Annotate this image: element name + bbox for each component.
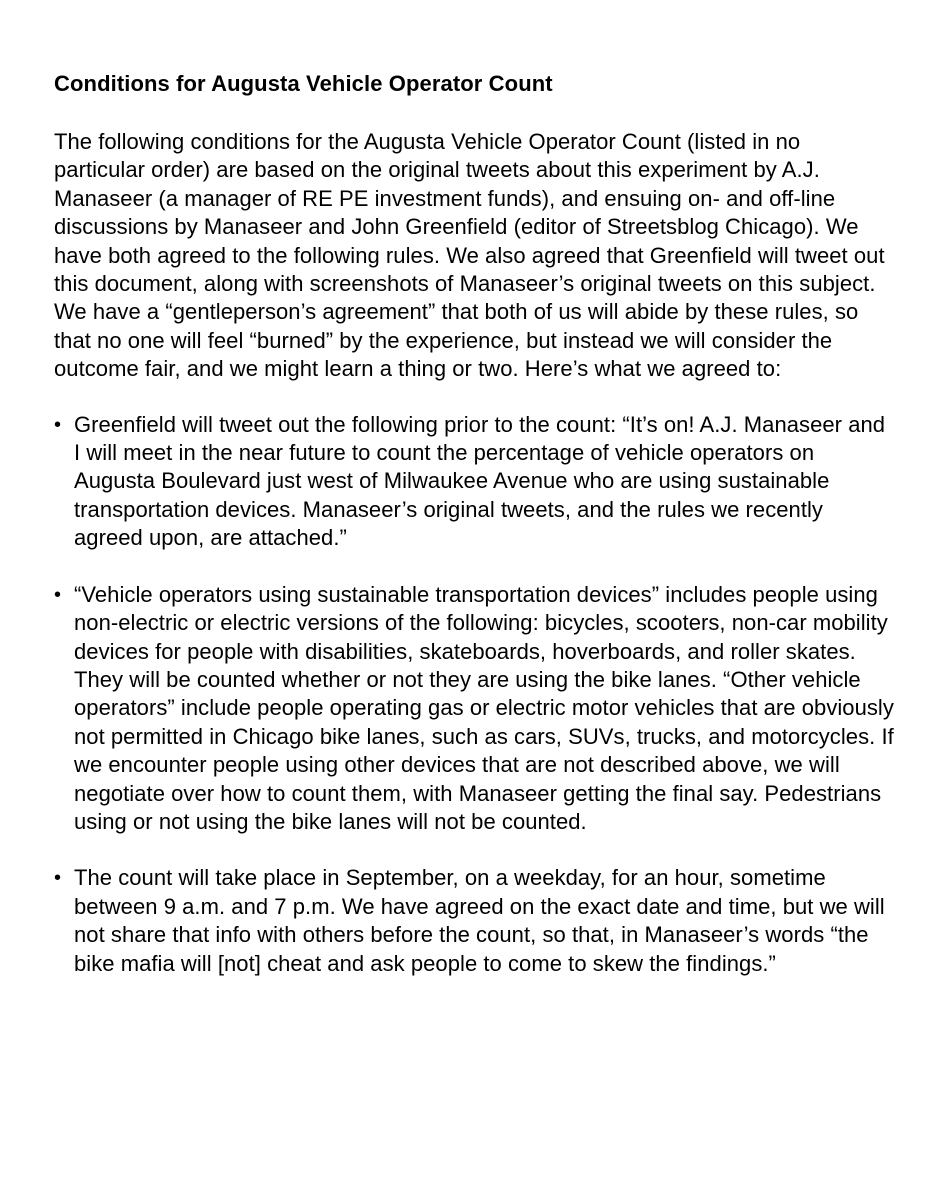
list-item-text: “Vehicle operators using sustainable transportation devices” includes people using non-electric or electric versions of the following: bicycles, scooters, non-car mobility devices for people with disabilities, skateboards, hoverboards, and roller skates. They will be counted whether or not they are using the bike lanes. “Other vehicle operators” include people operating gas or electric motor vehicles that are obviously not permitted in Chicago bike lanes, such as cars, SUVs, trucks, and motorcycles. If we encounter people using other devices that are not described above, we will negotiate over how to count them, with Manaseer getting the final say. Pedestrians using or not using the bike lanes will not be counted. <box>74 581 894 834</box>
bullet-icon: • <box>54 583 62 606</box>
list-item <box>54 411 894 553</box>
document-page <box>54 70 894 1006</box>
list-item-text: Greenfield will tweet out the following prior to the count: “It’s on! A.J. Manaseer and I will meet in the near future to count the percentage of vehicle operators on Augusta Boulevard just west of Milwaukee Avenue who are using sustainable transportation devices. Manaseer’s original tweets, and the rules we recently agreed upon, are attached.” <box>74 411 886 551</box>
document-title: Conditions for Augusta Vehicle Operator Count <box>54 71 553 96</box>
list-item <box>54 581 894 837</box>
intro-paragraph: The following conditions for the Augusta Vehicle Operator Count (listed in no particular order) are based on the original tweets about this experiment by A.J. Manaseer (a manager of RE PE investment funds), and ensuing on- and off-line discussions by Manaseer and John Greenfield (editor of Streetsblog Chicago). We have both agreed to the following rules. We also agreed that Greenfield will tweet out this document, along with screenshots of Manaseer’s original tweets on this subject. We have a “gentleperson’s agreement” that both of us will abide by these rules, so that no one will feel “burned” by the experience, but instead we will consider the outcome fair, and we might learn a thing or two. Here’s what we agreed to: <box>54 129 885 382</box>
bullet-icon: • <box>54 867 62 890</box>
list-item-text: The count will take place in September, on a weekday, for an hour, sometime between 9 a.m. and 7 p.m. We have agreed on the exact date and time, but we will not share that info with others before the count, so that, in Manaseer’s words “the bike mafia will [not] cheat and ask people to come to skew the findings.” <box>74 865 885 976</box>
conditions-list <box>54 411 894 978</box>
list-item <box>54 864 894 978</box>
bullet-icon: • <box>54 413 62 436</box>
